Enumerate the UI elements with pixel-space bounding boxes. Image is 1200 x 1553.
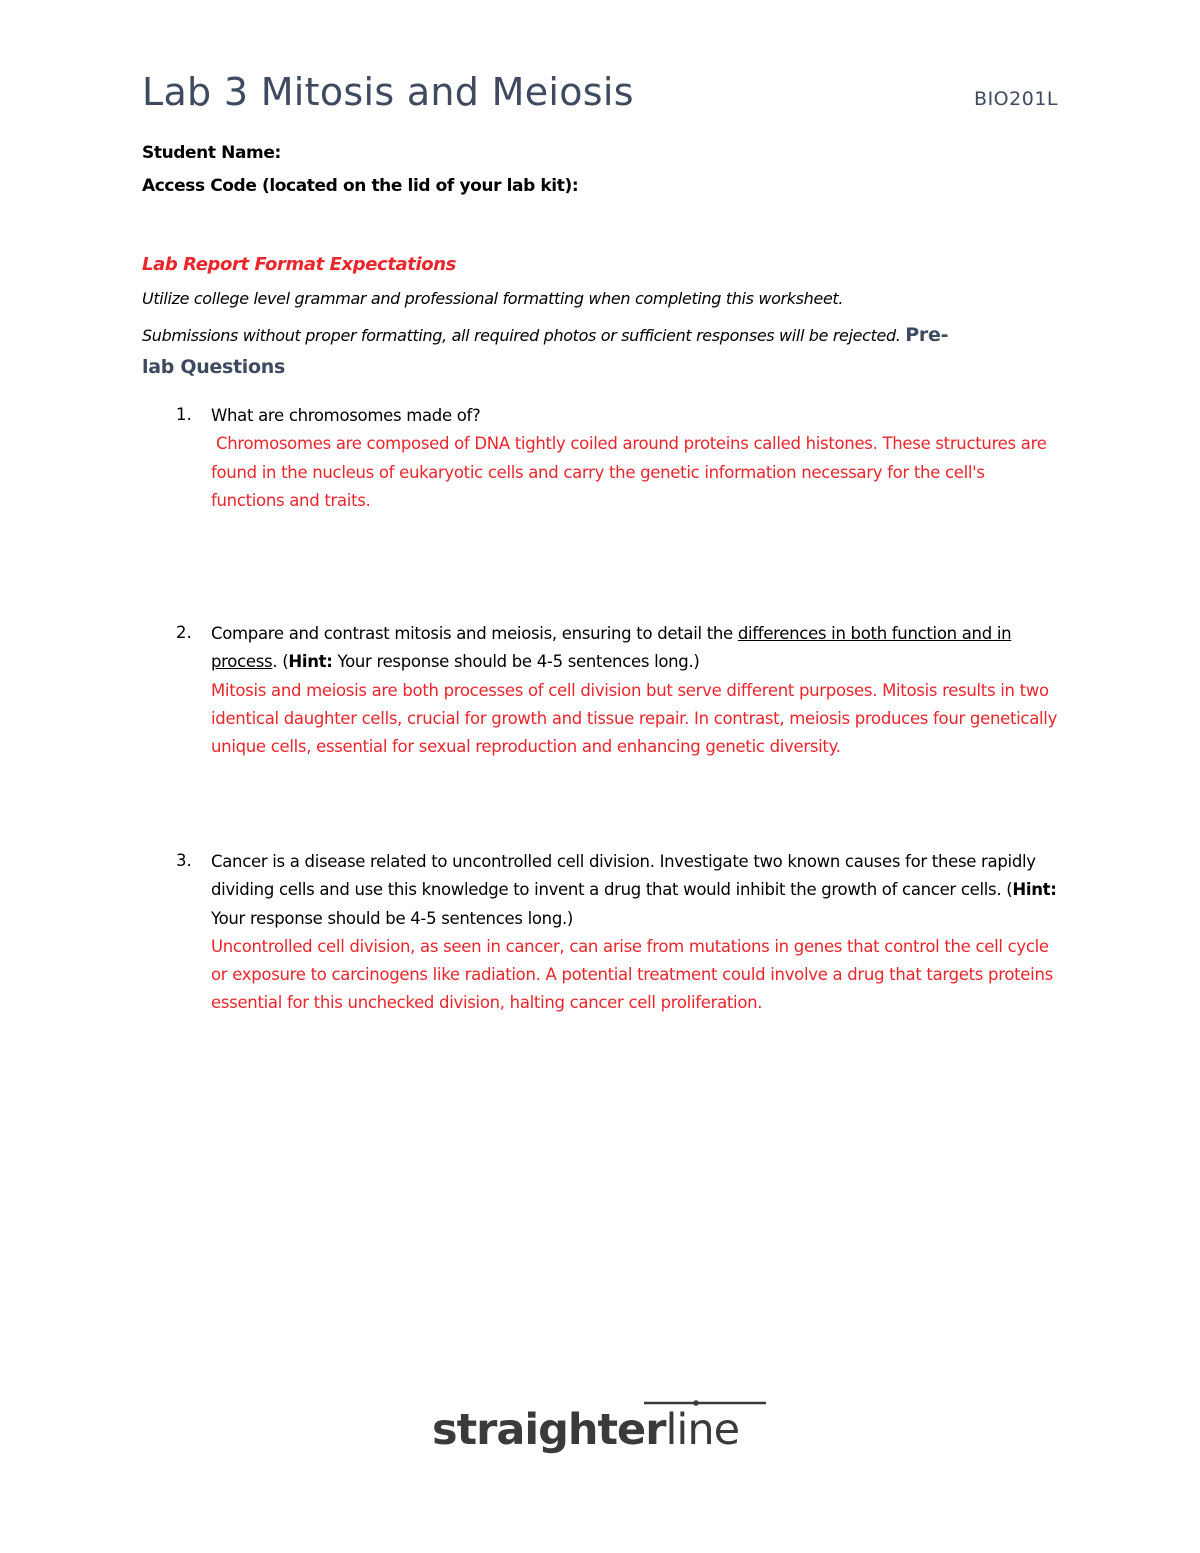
question-2-text-before: Compare and contrast mitosis and meiosis, ensuring to detail the — [211, 624, 738, 643]
question-1-number: 1. — [176, 405, 192, 424]
question-3-text — [211, 848, 1061, 933]
logo-text — [432, 1405, 739, 1455]
question-2-text-after: . ( — [272, 652, 289, 672]
question-2-number: 2. — [176, 623, 192, 642]
question-3-hint-text: Your response should be 4-5 sentences long.) — [211, 908, 574, 928]
question-3-hint-label: Hint: — [1012, 880, 1057, 900]
question-2-hint-text: Your response should be 4-5 sentences long.) — [332, 652, 700, 672]
question-2-answer: Mitosis and meiosis are both processes of cell division but serve different purposes. Mitosis results in two identical daughter cells, crucial for growth and tissue repair. In contrast, meiosis produces four genetically unique cells, essential for sexual reproduction and enhancing genetic diversity. — [211, 680, 1058, 757]
question-2-hint-label: Hint: — [288, 652, 333, 672]
expectations-line-2 — [142, 324, 948, 346]
prelab-heading-part2: lab Questions — [142, 356, 286, 378]
logo-text-bold: straighter — [432, 1405, 666, 1455]
question-2-text — [211, 620, 1061, 677]
expectations-heading: Lab Report Format Expectations — [142, 254, 456, 275]
straighterline-logo — [432, 1395, 772, 1465]
question-3-text-before: Cancer is a disease related to uncontrolled cell division. Investigate two known causes for these rapidly dividing cells and use this knowledge to invent a drug that would inhibit the growth of cancer cells. ( — [211, 852, 1036, 900]
student-name-label: Student Name: — [142, 143, 281, 163]
expectations-line-1: Utilize college level grammar and professional formatting when completing this worksheet. — [142, 289, 844, 308]
question-3 — [211, 848, 1061, 1018]
question-1-answer: Chromosomes are composed of DNA tightly coiled around proteins called histones. These structures are found in the nucleus of eukaryotic cells and carry the genetic information necessary for the cell's functions and traits. — [211, 434, 1047, 510]
question-1-text: What are chromosomes made of? — [211, 406, 481, 425]
prelab-heading-part1: Pre- — [905, 324, 949, 346]
access-code-label: Access Code (located on the lid of your lab kit): — [142, 176, 579, 196]
question-1 — [211, 402, 1061, 515]
question-2-text-underlined: differences in both function and in process — [211, 624, 1012, 672]
question-2 — [211, 620, 1061, 761]
course-code: BIO201L — [974, 88, 1058, 110]
expectations-line-2-text: Submissions without proper formatting, all required photos or sufficient responses will be rejected. — [142, 326, 901, 345]
logo-text-light: line — [665, 1405, 740, 1455]
question-3-number: 3. — [176, 851, 192, 870]
page-title: Lab 3 Mitosis and Meiosis — [142, 70, 634, 114]
question-3-answer: Uncontrolled cell division, as seen in cancer, can arise from mutations in genes that control the cell cycle or exposure to carcinogens like radiation. A potential treatment could involve a drug that targets proteins essential for this unchecked division, halting cancer cell proliferation. — [211, 936, 1053, 1013]
